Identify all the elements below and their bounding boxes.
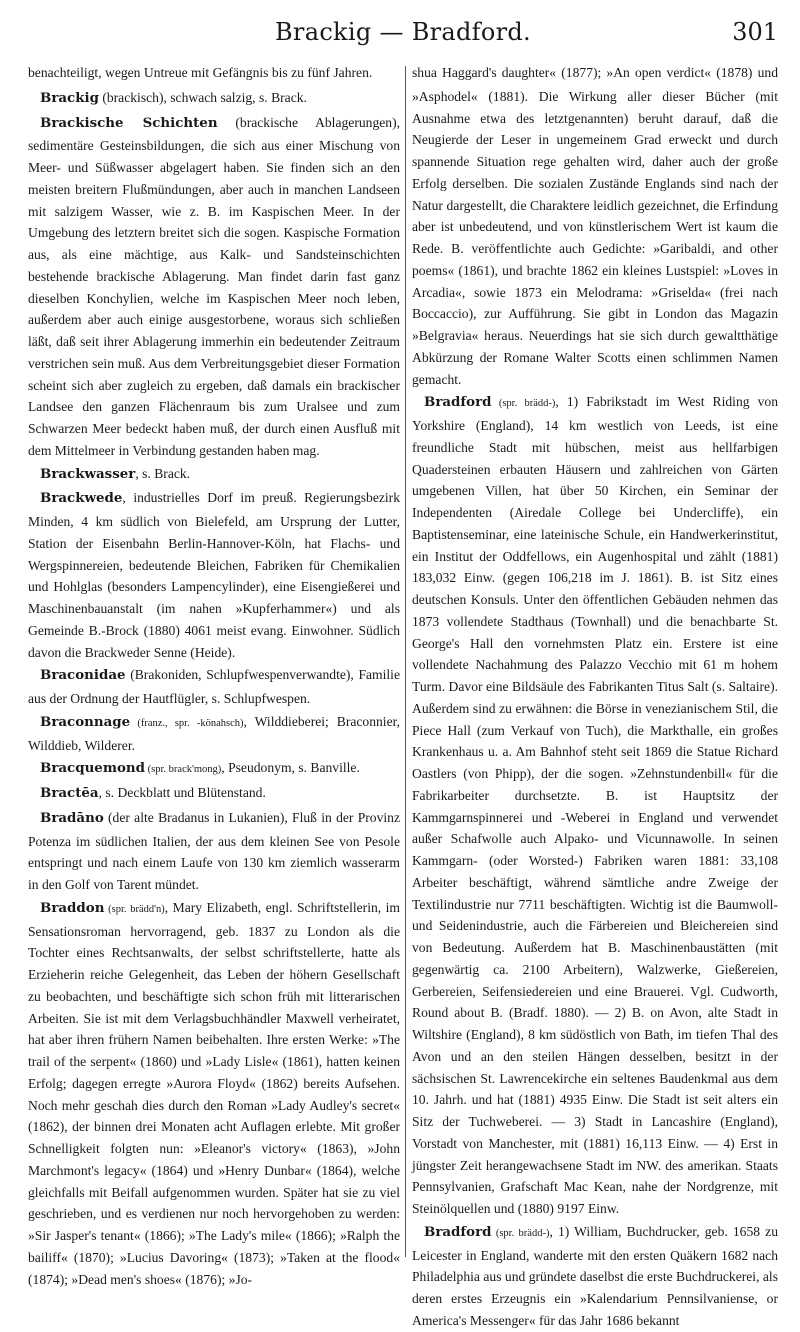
dictionary-entry: shua Haggard's daughter« (1877); »An open verdict« (1878) und »Asphodel« (1881). Die Wirkung aller dieser Bücher (mit Ausnahme etwa des letztgenannten) beruht darauf, daß die Neugierde der Leser in ungemeinem Grad erweckt und durch spannende Situation rege gehalten wird, daher auch der große Erfolg derselben. Die sozialen Zustände Englands sind nach der Natur dargestellt, die Charaktere leidlich gezeichnet, die Erfindung aber ist unbedeutend, und von künstlerischem Wert ist kaum die Rede. B. veröffentlichte auch Gedichte: »Garibaldi, and other poems« (1861), und brachte 1862 ein kleines Lustspiel: »Loves in Arcadia«, sowie 1873 ein Melodrama: »Griselda« (frei nach Boccaccio), zur Aufführung. Sie gibt in London das Magazin »Belgravia« heraus. Neuerdings hat sie sich durch gewaltthätige Abkürzung der Romane Walter Scotts einen schlimmen Namen gemacht. — [412, 65, 778, 387]
entry-headword: Braconnage — [40, 713, 131, 730]
entry-headword: Brackig — [40, 89, 99, 106]
page-header — [28, 10, 778, 54]
entry-headword: Bradāno — [40, 809, 104, 826]
column-divider — [405, 66, 406, 1257]
dictionary-entry: Brackische Schichten (brackische Ablagerungen), sedimentäre Gesteinsbildungen, die sich aus einer Mischung von Meer- und Süßwasser abgelagert haben. Sie finden sich an den meisten breitern Flußmündungen, aber auch in manchen Landseen mit salzigem Wasser, wie z. B. im Kaspischen Meer. In der Umgebung des letztern breitet sich die sogen. Kaspische Formation aus, als eine mächtige, aus Kalk- und Sandsteinschichten bestehende brackische Ablagerung. Man findet darin fast ganz dieselben Konchylien, welche im Kaspischen Meer noch leben, außerdem aber auch einige ausgestorbene, woraus sich schließen läßt, daß seit ihrer Ablagerung immerhin ein bedeutender Zeitraum verstrichen sein muß. Aus dem Verbreitungsgebiet dieser Formation scheint sich aber zugleich zu ergeben, daß damals ein brackischer Landsee den ganzen Flächenraum bis zum Uralsee und zum Schwarzen Meer bedeckt haben muß, der durch einen Ausfluß mit dem Mittelmeer in Verbindung gestanden haben mag. — [28, 114, 400, 458]
entry-headword: Bradford — [424, 1223, 492, 1240]
dictionary-entry: Braconidae (Brakoniden, Schlupfwespenverwandte), Familie aus der Ordnung der Hautflügler, s. Schlupfwespen. — [28, 667, 400, 706]
entry-headword: Bracquemond — [40, 760, 146, 777]
pronunciation-note: (spr. brädd'n) — [104, 903, 165, 915]
right-column — [412, 62, 778, 1328]
entry-headword: Brackwasser — [40, 465, 136, 482]
pronunciation-note: (franz., spr. -könahsch) — [130, 717, 244, 729]
entry-headword: Brackwede — [40, 490, 123, 507]
entry-headword: Braconidae — [40, 667, 126, 684]
dictionary-entry: Bradford (spr. brädd-), 1) Fabrikstadt im West Riding von Yorkshire (England), 14 km westlich von Leeds, ist eine freundliche Stadt mit hübschen, meist aus hellfarbigen Quadersteinen erbauten Häusern und zahlreichen von Gärten umgebenen Villen, hat über 50 Kirchen, ein Seminar der Independenten (Airedale College bei Undercliffe), ein Baptistenseminar, eine lateinische Schule, ein Handwerkerinstitut, ein Institut der Oddfellows, ein Augenhospital und zählt (1881) 183,032 Einw. (gegen 106,218 im J. 1861). B. ist Sitz eines deutschen Konsuls. Unter den öffentlichen Gebäuden nehmen das 1873 vollendete Stadthaus (Townhall) und die benachbarte St. George's Hall den vornehmsten Platz ein. Erstere ist eine vollendete Nachahmung des Palazzo Vecchio mit 61 m hohem Turm. Davor eine Bildsäule des Fabrikanten Titus Salt (s. Saltaire). Außerdem sind zu erwähnen: die Börse in venezianischem Stil, die Piece Hall (zum Verkauf von Tuch), die Markthalle, ein großes Krankenhaus u. a. Am Bahnhof steht seit 1869 die Statue Richard Oastlers (von Phipp), der die sogen. »Zehnstundenbill« für die Fabrikarbeiter durchsetzte. B. ist Hauptsitz der Kammgarnspinnerei und -Weberei in England und verwendet außer Schafwolle auch Alpako- und Vicunnawolle. In seinen Kammgarn- (oder Worsted-) Fabriken waren 1881: 33,108 Arbeiter beschäftigt, während sämtliche andre Zweige der Textilindustrie nur 7711 beschäftigten. Wichtig ist die Baumwoll- und Seidenindustrie, auch die Färbereien und Bleichereien sind von Bedeutung. Außerdem hat B. Maschinenbaustätten (mit gegenwärtig ca. 2100 Arbeitern), Walzwerke, Gießereien, Gerbereien, Seifensiedereien und eine Brauerei. Vgl. Cudworth, Round about B. (Bradf. 1880). — 2) B. on Avon, alte Stadt in Wiltshire (England), 8 km südöstlich von Bath, im tiefen Thal des Avon und an den steilen Hängen desselben, besitzt in der sächsischen St. Lawrencekirche ein seltenes Baudenkmal aus dem 10. Jahrh. und hat (1881) 4935 Einw. Die Stadt ist seit alters ein Sitz der Tuchweberei. — 3) Stadt in Lancashire (England), Vorstadt von Manchester, mit (1881) 16,113 Einw. — 4) Erst in jüngster Zeit herangewachsene Stadt im NW. des amerikan. Staats Pennsylvanien, Grafschaft Mac Kean, nahe der Nordgrenze, mit Steinölquellen und (1880) 9197 Einw. — [412, 394, 778, 1216]
dictionary-entry: Bradāno (der alte Bradanus in Lukanien), Fluß in der Provinz Potenza im südlichen Italien, der aus dem kleinen See von Pesole entspringt und nach einem Laufe von 130 km ziemlich wasserarm in den Golf von Tarent mündet. — [28, 809, 400, 892]
pronunciation-note: (spr. brädd-) — [491, 398, 556, 410]
dictionary-entry: Brackwasser, s. Brack. — [40, 465, 191, 482]
entry-headword: Brackische Schichten — [40, 114, 218, 131]
dictionary-entry: Bradford (spr. brädd-), 1) William, Buchdrucker, geb. 1658 zu Leicester in England, wanderte mit den ersten Quäkern 1682 nach Philadelphia aus und gründete daselbst die erste Buchdruckerei, als deren erstes Erzeugnis ein »Kalendarium Pennsilvaniense, or America's Messenger« für das Jahr 1686 bekannt — [412, 1223, 778, 1328]
dictionary-entry: Braddon (spr. brädd'n), Mary Elizabeth, engl. Schriftstellerin, im Sensationsroman hervorragend, geb. 1837 zu London als die Tochter eines Rechtsanwalts, der selbst schriftstellerte, hatte als Erzieherin reiche Gelegenheit, das Leben der höhern Gesellschaft zu beobachten, und beschäftigte sich schon früh mit litterarischen Arbeiten. Sie ist mit dem Verlagsbuchhändler Maxwell verheiratet, hat aber ihren frühern Namen beibehalten. Ihre ersten Werke: »The trail of the serpent« (1860) und »Lady Lisle« (1861), hatten keinen Erfolg; dagegen erregte »Aurora Floyd« (1862) bereits Aufsehen. Noch mehr geschah dies durch den Roman »Lady Audley's secret« (1862), der binnen drei Monaten acht Auflagen erlebte. Mit großer Schnelligkeit folgten nun: »Eleanor's victory« (1863), »John Marchmont's legacy« (1864) und »Henry Dunbar« (1864), welche gleichfalls mit Beifall aufgenommen wurden. Später hat sie zu viel geschrieben, und es verdienen nur noch hervorgehoben zu werden: »Sir Jasper's tenant« (1866); »The Lady's mile« (1866); »Ralph the bailiff« (1870); »Lucius Davoring« (1873); »Taken at the flood« (1874); »Dead men's shoes« (1876); »Jo- — [28, 899, 400, 1287]
dictionary-entry: benachteiligt, wegen Untreue mit Gefängnis bis zu fünf Jahren. — [28, 65, 373, 80]
dictionary-entry: Bracquemond (spr. brack'mong), Pseudonym, s. Banville. — [40, 760, 360, 777]
entry-headword: Bractēa — [40, 785, 99, 801]
dictionary-entry: Brackwede, industrielles Dorf im preuß. Regierungsbezirk Minden, 4 km südlich von Bielefeld, am Ursprung der Lutter, Station der Eisenbahn Berlin-Hannover-Köln, hat Flachs- und Wergspinnereien, bedeutende Bleichen, Fabriken für Chemikalien und Hohlglas (besonders Lampencylinder), eine Eisengießerei und Maschinenbauanstalt (im nahen »Kupferhammer«) und als Gemeinde B.-Brock (1880) 4061 meist evang. Einwohner. Südlich davon die Brackweder Senne (Heide). — [28, 490, 400, 660]
entry-headword: Bradford — [424, 394, 492, 411]
left-column — [28, 62, 400, 1287]
dictionary-entry: Braconnage (franz., spr. -könahsch), Wilddieberei; Braconnier, Wilddieb, Wilderer. — [28, 713, 400, 753]
pronunciation-note: (spr. brädd-) — [491, 1227, 550, 1239]
dictionary-entry: Bractēa, s. Deckblatt und Blütenstand. — [40, 785, 266, 801]
page-number: 301 — [732, 18, 778, 46]
entry-headword: Braddon — [40, 899, 105, 916]
running-title: Brackig — Bradford. — [275, 18, 531, 46]
dictionary-entry: Brackig (brackisch), schwach salzig, s. Brack. — [40, 89, 307, 106]
pronunciation-note: (spr. brack'mong) — [145, 764, 222, 776]
